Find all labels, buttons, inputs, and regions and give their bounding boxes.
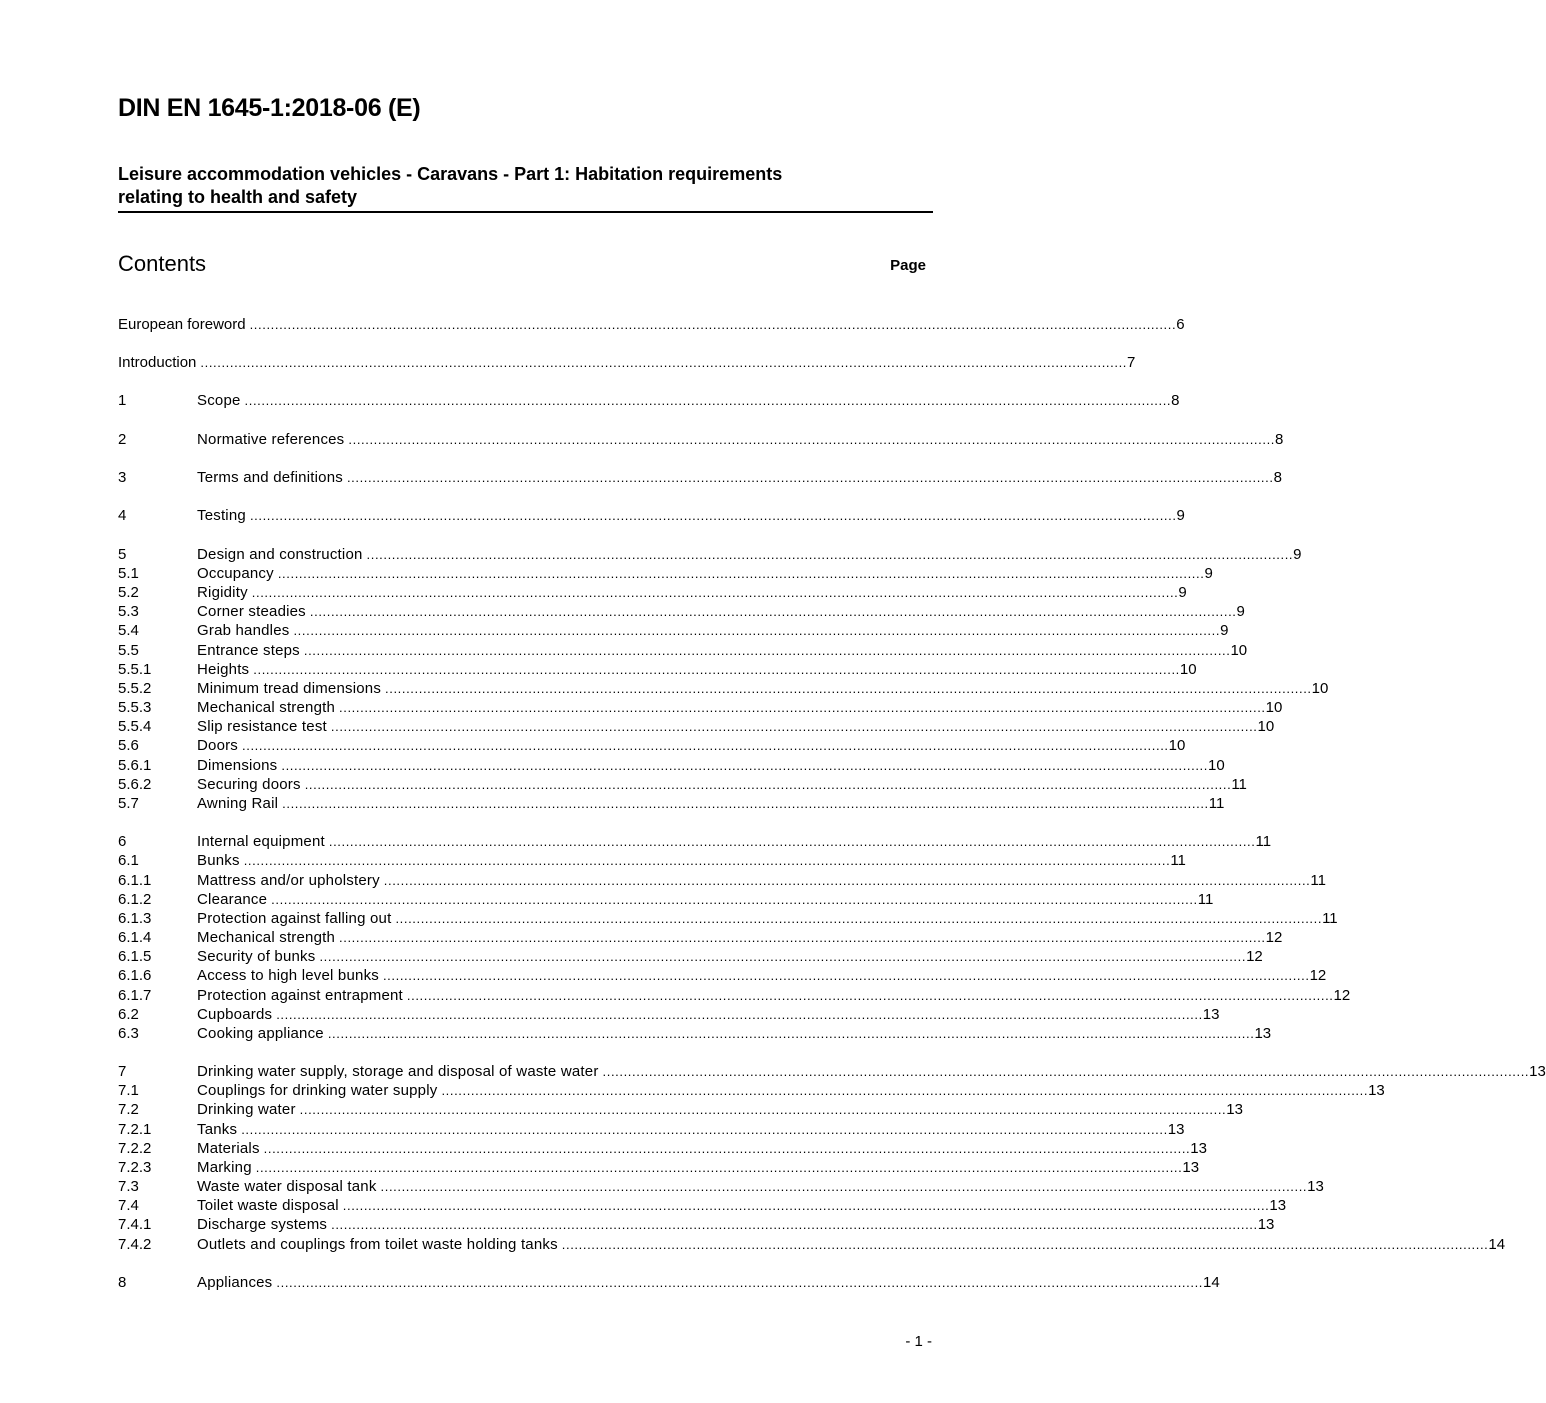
toc-entry[interactable] — [118, 909, 1338, 928]
toc-leader-dots: ............................................................................................................................................................................................................................ — [327, 1026, 1255, 1041]
toc-entry[interactable] — [118, 1024, 1272, 1043]
toc-entry[interactable] — [118, 621, 1229, 640]
toc-entry-page: 8 — [1273, 469, 1282, 486]
toc-entry[interactable] — [118, 832, 1272, 851]
toc-leader-dots: ............................................................................................................................................................................................................................ — [255, 1160, 1183, 1175]
toc-entry-title: Awning Rail — [197, 795, 279, 812]
toc-entry-number: 6.1.6 — [118, 967, 152, 984]
toc-entry-page: 11 — [1310, 872, 1326, 889]
toc-entry-number: 6 — [118, 833, 127, 850]
toc-entry-title: Appliances — [197, 1274, 273, 1291]
toc-entry-title: Doors — [197, 737, 239, 754]
toc-entry[interactable] — [118, 736, 1186, 755]
toc-entry[interactable] — [118, 851, 1186, 870]
toc-leader-dots: ............................................................................................................................................................................................................................ — [244, 393, 1172, 408]
toc-leader-dots: ............................................................................................................................................................................................................................ — [299, 1102, 1227, 1117]
toc-leader-dots: ............................................................................................................................................................................................................................ — [406, 988, 1334, 1003]
toc-entry-number: 7.4.1 — [118, 1216, 152, 1233]
toc-entry-title: Mechanical strength — [197, 929, 336, 946]
toc-entry[interactable] — [118, 1273, 1220, 1292]
toc-entry-number: 6.1.5 — [118, 948, 152, 965]
page-number: - 1 - — [905, 1333, 932, 1350]
toc-entry-title: Protection against falling out — [197, 910, 392, 927]
toc-entry[interactable] — [118, 353, 1136, 372]
toc-entry-page: 13 — [1226, 1101, 1243, 1118]
page-column-label: Page — [890, 257, 926, 274]
toc-entry[interactable] — [118, 430, 1284, 449]
toc-entry[interactable] — [118, 679, 1329, 698]
toc-entry[interactable] — [118, 391, 1180, 410]
toc-entry-page: 13 — [1257, 1216, 1275, 1233]
toc-entry-title: Introduction — [118, 354, 197, 371]
toc-entry-number: 5.5.2 — [118, 680, 152, 697]
toc-entry-number: 5.6.1 — [118, 757, 152, 774]
toc-entry-page: 13 — [1529, 1063, 1546, 1080]
toc-entry-title: Marking — [197, 1159, 252, 1176]
toc-entry-number: 5.6.2 — [118, 776, 152, 793]
toc-entry-title: Internal equipment — [197, 833, 325, 850]
toc-entry-page: 10 — [1207, 757, 1225, 774]
toc-leader-dots: ............................................................................................................................................................................................................................ — [330, 719, 1258, 734]
toc-entry[interactable] — [118, 928, 1283, 947]
toc-entry-page: 10 — [1265, 699, 1283, 716]
toc-leader-dots: ............................................................................................................................................................................................................................ — [200, 355, 1127, 370]
toc-entry-title: Discharge systems — [197, 1216, 328, 1233]
toc-entry-number: 6.1 — [118, 852, 139, 869]
toc-entry[interactable] — [118, 1196, 1287, 1215]
toc-entry-page: 8 — [1171, 392, 1180, 409]
toc-entry-page: 6 — [1176, 316, 1185, 333]
toc-entry-page: 11 — [1322, 910, 1338, 927]
toc-entry-page: 13 — [1167, 1121, 1185, 1138]
toc-entry-title: Drinking water supply, storage and disposal of waste water — [197, 1063, 599, 1080]
toc-entry-title: Couplings for drinking water supply — [197, 1082, 438, 1099]
toc-entry[interactable] — [118, 775, 1247, 794]
toc-entry-page: 10 — [1311, 680, 1329, 697]
toc-leader-dots: ............................................................................................................................................................................................................................ — [263, 1141, 1191, 1156]
toc-entry[interactable] — [118, 583, 1187, 602]
toc-entry-number: 6.1.4 — [118, 929, 152, 946]
toc-entry-title: European foreword — [118, 316, 246, 333]
toc-entry-page: 11 — [1231, 776, 1247, 793]
toc-entry-page: 11 — [1255, 833, 1272, 850]
toc-entry-page: 10 — [1257, 718, 1275, 735]
toc-entry-number: 6.1.7 — [118, 987, 152, 1004]
toc-leader-dots: ............................................................................................................................................................................................................................ — [309, 604, 1237, 619]
toc-entry-number: 5.3 — [118, 603, 139, 620]
toc-entry-title: Heights — [197, 661, 250, 678]
toc-entry-page: 10 — [1168, 737, 1186, 754]
toc-entry[interactable] — [118, 315, 1185, 334]
toc-leader-dots: ............................................................................................................................................................................................................................ — [293, 623, 1221, 638]
toc-entry[interactable] — [118, 564, 1213, 583]
toc-entry-title: Dimensions — [197, 757, 278, 774]
toc-leader-dots: ............................................................................................................................................................................................................................ — [395, 911, 1323, 926]
toc-entry-number: 6.1.2 — [118, 891, 152, 908]
toc-leader-dots: ............................................................................................................................................................................................................................ — [249, 508, 1177, 523]
toc-entry-page: 8 — [1275, 431, 1284, 448]
toc-entry-page: 10 — [1230, 642, 1248, 659]
toc-entry-title: Grab handles — [197, 622, 290, 639]
toc-entry-number: 7.4.2 — [118, 1236, 152, 1253]
toc-entry-page: 13 — [1254, 1025, 1272, 1042]
toc-entry-number: 5.5.1 — [118, 661, 152, 678]
toc-entry[interactable] — [118, 1215, 1275, 1234]
toc-leader-dots: ............................................................................................................................................................................................................................ — [281, 758, 1208, 773]
toc-leader-dots: ............................................................................................................................................................................................................................ — [242, 738, 1169, 753]
toc-entry-title: Rigidity — [197, 584, 248, 601]
toc-entry-page: 9 — [1176, 507, 1185, 524]
toc-entry[interactable] — [118, 794, 1225, 813]
toc-entry-title: Occupancy — [197, 565, 274, 582]
toc-entry[interactable] — [118, 1177, 1324, 1196]
toc-entry-number: 5.6 — [118, 737, 139, 754]
toc-entry-title: Mechanical strength — [197, 699, 336, 716]
toc-entry[interactable] — [118, 871, 1326, 890]
toc-entry[interactable] — [118, 717, 1275, 736]
toc-entry-number: 7 — [118, 1063, 127, 1080]
toc-entry[interactable] — [118, 1235, 1506, 1254]
toc-entry-number: 7.1 — [118, 1082, 139, 1099]
toc-entry-page: 13 — [1269, 1197, 1287, 1214]
toc-leader-dots: ............................................................................................................................................................................................................................ — [319, 949, 1247, 964]
toc-leader-dots: ............................................................................................................................................................................................................................ — [366, 547, 1294, 562]
toc-entry-title: Drinking water — [197, 1101, 296, 1118]
toc-entry-title: Cooking appliance — [197, 1025, 324, 1042]
toc-entry-title: Testing — [197, 507, 246, 524]
toc-entry-number: 7.2 — [118, 1101, 139, 1118]
toc-entry-page: 9 — [1220, 622, 1229, 639]
toc-entry-title: Security of bunks — [197, 948, 316, 965]
document-id: DIN EN 1645-1:2018-06 (E) — [118, 94, 421, 122]
toc-entry-page: 14 — [1488, 1236, 1506, 1253]
toc-leader-dots: ............................................................................................................................................................................................................................ — [339, 700, 1266, 715]
toc-entry-number: 5.1 — [118, 565, 139, 582]
toc-leader-dots: ............................................................................................................................................................................................................................ — [346, 470, 1274, 485]
toc-leader-dots: ............................................................................................................................................................................................................................ — [276, 1007, 1203, 1022]
toc-leader-dots: ............................................................................................................................................................................................................................ — [253, 662, 1180, 677]
toc-entry-number: 6.1.1 — [118, 872, 152, 889]
toc-entry-title: Mattress and/or upholstery — [197, 872, 380, 889]
toc-entry-page: 9 — [1204, 565, 1213, 582]
toc-leader-dots: ............................................................................................................................................................................................................................ — [348, 432, 1275, 447]
toc-entry[interactable] — [118, 660, 1197, 679]
toc-entry[interactable] — [118, 641, 1248, 660]
toc-entry-page: 12 — [1309, 967, 1327, 984]
toc-entry-page: 9 — [1178, 584, 1187, 601]
toc-entry-page: 9 — [1293, 546, 1302, 563]
toc-entry-page: 12 — [1246, 948, 1263, 965]
toc-entry-number: 8 — [118, 1274, 127, 1291]
toc-leader-dots: ............................................................................................................................................................................................................................ — [276, 1275, 1203, 1290]
document-title-line-1: Leisure accommodation vehicles - Caravans - Part 1: Habitation requirements — [118, 164, 783, 184]
toc-leader-dots: ............................................................................................................................................................................................................................ — [441, 1083, 1369, 1098]
toc-entry-page: 13 — [1368, 1082, 1385, 1099]
toc-leader-dots: ............................................................................................................................................................................................................................ — [602, 1064, 1530, 1079]
toc-entry-number: 5.5.3 — [118, 699, 152, 716]
toc-leader-dots: ............................................................................................................................................................................................................................ — [342, 1198, 1270, 1213]
toc-entry-number: 7.4 — [118, 1197, 139, 1214]
toc-entry[interactable] — [118, 545, 1302, 564]
toc-entry-title: Tanks — [197, 1121, 238, 1138]
toc-entry[interactable] — [118, 947, 1263, 966]
toc-entry-number: 5.4 — [118, 622, 139, 639]
toc-leader-dots: ............................................................................................................................................................................................................................ — [277, 566, 1205, 581]
contents-heading: Contents — [118, 251, 207, 276]
toc-entry-title: Design and construction — [197, 546, 363, 563]
toc-entry-number: 7.3 — [118, 1178, 139, 1195]
toc-leader-dots: ............................................................................................................................................................................................................................ — [251, 585, 1179, 600]
toc-leader-dots: ............................................................................................................................................................................................................................ — [271, 892, 1198, 907]
toc-entry[interactable] — [118, 1120, 1185, 1139]
toc-leader-dots: ............................................................................................................................................................................................................................ — [331, 1217, 1258, 1232]
toc-leader-dots: ............................................................................................................................................................................................................................ — [382, 968, 1310, 983]
toc-entry-number: 6.3 — [118, 1025, 139, 1042]
toc-entry-title: Access to high level bunks — [197, 967, 379, 984]
toc-leader-dots: ............................................................................................................................................................................................................................ — [339, 930, 1266, 945]
toc-entry-title: Scope — [197, 392, 241, 409]
toc-entry-number: 5.5.4 — [118, 718, 152, 735]
toc-entry-number: 5.2 — [118, 584, 139, 601]
toc-entry-number: 3 — [118, 469, 127, 486]
toc-entry-title: Normative references — [197, 431, 345, 448]
toc-entry-number: 5.7 — [118, 795, 139, 812]
toc-entry-title: Minimum tread dimensions — [197, 680, 382, 697]
toc-entry-title: Terms and definitions — [197, 469, 343, 486]
toc-entry-title: Clearance — [197, 891, 268, 908]
document-title — [118, 163, 933, 213]
toc-leader-dots: ............................................................................................................................................................................................................................ — [383, 873, 1311, 888]
toc-entry-page: 12 — [1265, 929, 1283, 946]
toc-entry-number: 6.1.3 — [118, 910, 152, 927]
toc-leader-dots: ............................................................................................................................................................................................................................ — [561, 1237, 1489, 1252]
toc-entry-page: 11 — [1170, 852, 1186, 869]
document-title-line-2: relating to health and safety — [118, 187, 358, 207]
toc-entry-number: 2 — [118, 431, 127, 448]
toc-entry[interactable] — [118, 698, 1283, 717]
toc-entry-page: 11 — [1197, 891, 1214, 908]
toc-entry-number: 5.5 — [118, 642, 139, 659]
toc-entry-page: 7 — [1127, 354, 1136, 371]
toc-entry[interactable] — [118, 602, 1245, 621]
toc-entry-page: 13 — [1202, 1006, 1220, 1023]
toc-entry-number: 6.2 — [118, 1006, 139, 1023]
toc-entry-title: Materials — [197, 1140, 260, 1157]
toc-entry-page: 13 — [1182, 1159, 1200, 1176]
toc-entry-page: 14 — [1203, 1274, 1220, 1291]
toc-entry[interactable] — [118, 1100, 1243, 1119]
toc-entry-title: Toilet waste disposal — [197, 1197, 339, 1214]
toc-entry[interactable] — [118, 1139, 1207, 1158]
toc-entry-page: 13 — [1307, 1178, 1324, 1195]
toc-leader-dots: ............................................................................................................................................................................................................................ — [303, 643, 1231, 658]
toc-entry[interactable] — [118, 756, 1225, 775]
toc-entry[interactable] — [118, 1081, 1385, 1100]
toc-entry[interactable] — [118, 468, 1282, 487]
toc-entry[interactable] — [118, 890, 1214, 909]
toc-entry-title: Protection against entrapment — [197, 987, 403, 1004]
toc-entry-title: Slip resistance test — [197, 718, 327, 735]
toc-entry-number: 7.2.1 — [118, 1121, 152, 1138]
toc-leader-dots: ............................................................................................................................................................................................................................ — [328, 834, 1256, 849]
toc-entry-title: Bunks — [197, 852, 240, 869]
toc-entry-title: Cupboards — [197, 1006, 273, 1023]
toc-entry[interactable] — [118, 966, 1327, 985]
toc-leader-dots: ............................................................................................................................................................................................................................ — [282, 796, 1209, 811]
toc-entry-title: Securing doors — [197, 776, 301, 793]
toc-entry-page: 13 — [1190, 1140, 1207, 1157]
toc-entry[interactable] — [118, 1005, 1220, 1024]
toc-entry-page: 11 — [1208, 795, 1225, 812]
toc-entry[interactable] — [118, 1158, 1200, 1177]
toc-leader-dots: ............................................................................................................................................................................................................................ — [304, 777, 1232, 792]
toc-entry[interactable] — [118, 986, 1351, 1005]
toc-leader-dots: ............................................................................................................................................................................................................................ — [243, 853, 1171, 868]
toc-entry-number: 7.2.3 — [118, 1159, 152, 1176]
toc-leader-dots: ............................................................................................................................................................................................................................ — [249, 317, 1177, 332]
toc-entry-title: Outlets and couplings from toilet waste holding tanks — [197, 1236, 558, 1253]
toc-entry-title: Entrance steps — [197, 642, 300, 659]
toc-leader-dots: ............................................................................................................................................................................................................................ — [241, 1122, 1168, 1137]
toc-entry-title: Corner steadies — [197, 603, 306, 620]
toc-entry-page: 10 — [1179, 661, 1197, 678]
toc-entry-number: 1 — [118, 392, 127, 409]
toc-leader-dots: ............................................................................................................................................................................................................................ — [380, 1179, 1308, 1194]
toc-leader-dots: ............................................................................................................................................................................................................................ — [385, 681, 1312, 696]
toc-entry-title: Waste water disposal tank — [197, 1178, 377, 1195]
toc-entry-number: 7.2.2 — [118, 1140, 152, 1157]
toc-entry[interactable] — [118, 506, 1185, 525]
toc-entry-page: 12 — [1333, 987, 1351, 1004]
toc-entry-page: 9 — [1236, 603, 1245, 620]
toc-entry-number: 4 — [118, 507, 127, 524]
toc-entry-number: 5 — [118, 546, 127, 563]
toc-entry[interactable] — [118, 1062, 1546, 1081]
